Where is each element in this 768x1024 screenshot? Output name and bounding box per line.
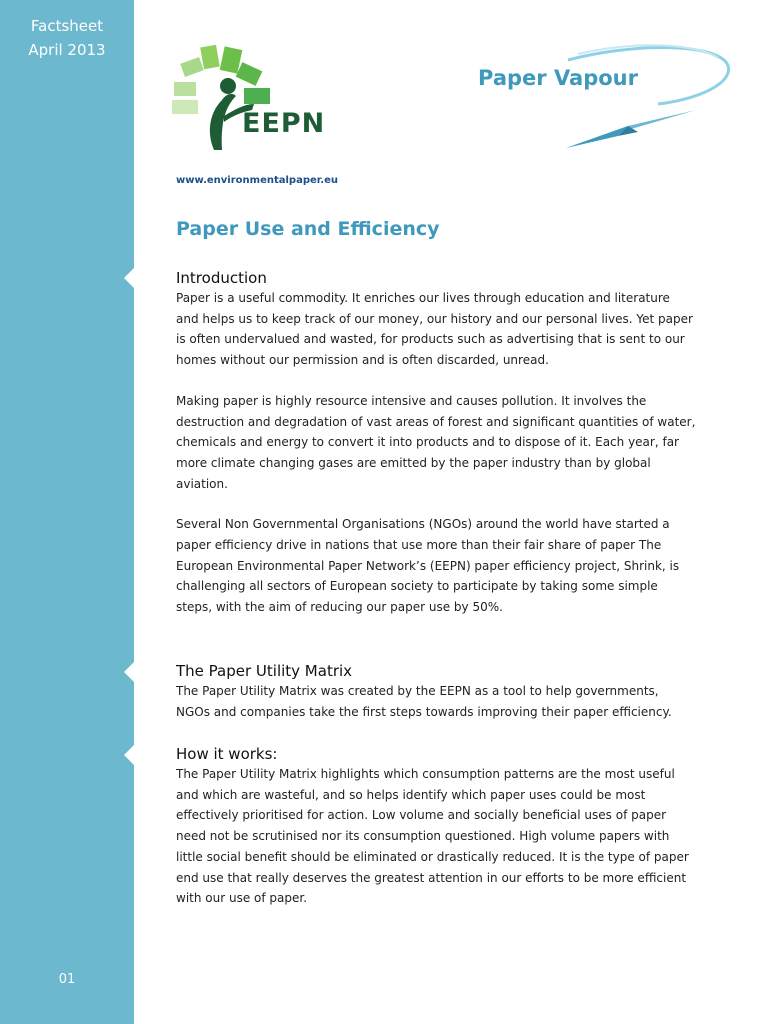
intro-paragraph-2: Making paper is highly resource intensive and causes pollution. It involves the destruction and degradation of vast areas of forest and significant quantities of water, chemicals and energy to convert it into products and to dispose of it. Each year, far more climate changing gases are emitted by the paper industry than by global aviation. (176, 393, 696, 491)
how-it-works-heading: How it works: (176, 745, 278, 763)
website-link[interactable]: www.environmentalpaper.eu (176, 175, 338, 186)
sidebar (0, 0, 134, 1024)
page-number: 01 (58, 972, 76, 987)
how-it-works-section (176, 744, 696, 909)
factsheet-label: Factsheet (30, 17, 104, 35)
section-marker-notch (124, 662, 134, 682)
page-title: Paper Use and Efficiency (176, 218, 440, 240)
matrix-paragraph: The Paper Utility Matrix was created by the EEPN as a tool to help governments, NGOs and companies take the first steps towards improving their paper efficiency. (176, 684, 672, 719)
how-it-works-paragraph: The Paper Utility Matrix highlights which consumption patterns are the most useful and which are wasteful, and so helps identify which paper uses could be most effectively prioritised for action. Low volume and socially beneficial uses of paper need not be scrutinised nor its consumption questioned. High volume papers with little social benefit should be eliminated or drastically reduced. It is the type of paper end use that really deserves the greatest attention in our efforts to be more efficient with our use of paper. (176, 767, 689, 906)
matrix-heading: The Paper Utility Matrix (176, 662, 353, 680)
section-marker-notch (124, 268, 134, 288)
section-marker-notch (124, 745, 134, 765)
project-title: Paper Vapour (478, 66, 638, 90)
date-label: April 2013 (28, 41, 106, 59)
matrix-section (176, 661, 696, 722)
introduction-section (176, 268, 696, 618)
logo-text: EEPN (242, 108, 326, 139)
intro-paragraph-1: Paper is a useful commodity. It enriches our lives through education and literature and helps us to keep track of our money, our history and our personal lives. Yet paper is often undervalued and wasted, for products such as advertising that is sent to our homes without our permission and is often discarded, unread. (176, 291, 693, 368)
introduction-heading: Introduction (176, 269, 267, 287)
intro-paragraph-3: Several Non Governmental Organisations (NGOs) around the world have started a paper efficiency drive in nations that use more than their fair share of paper The European Environmental Paper Network’s (EEPN) paper efficiency project, Shrink, is challenging all sectors of European society to participate by taking some simple steps, with the aim of reducing our paper use by 50%. (176, 517, 680, 615)
paper-plane-icon (548, 40, 738, 152)
